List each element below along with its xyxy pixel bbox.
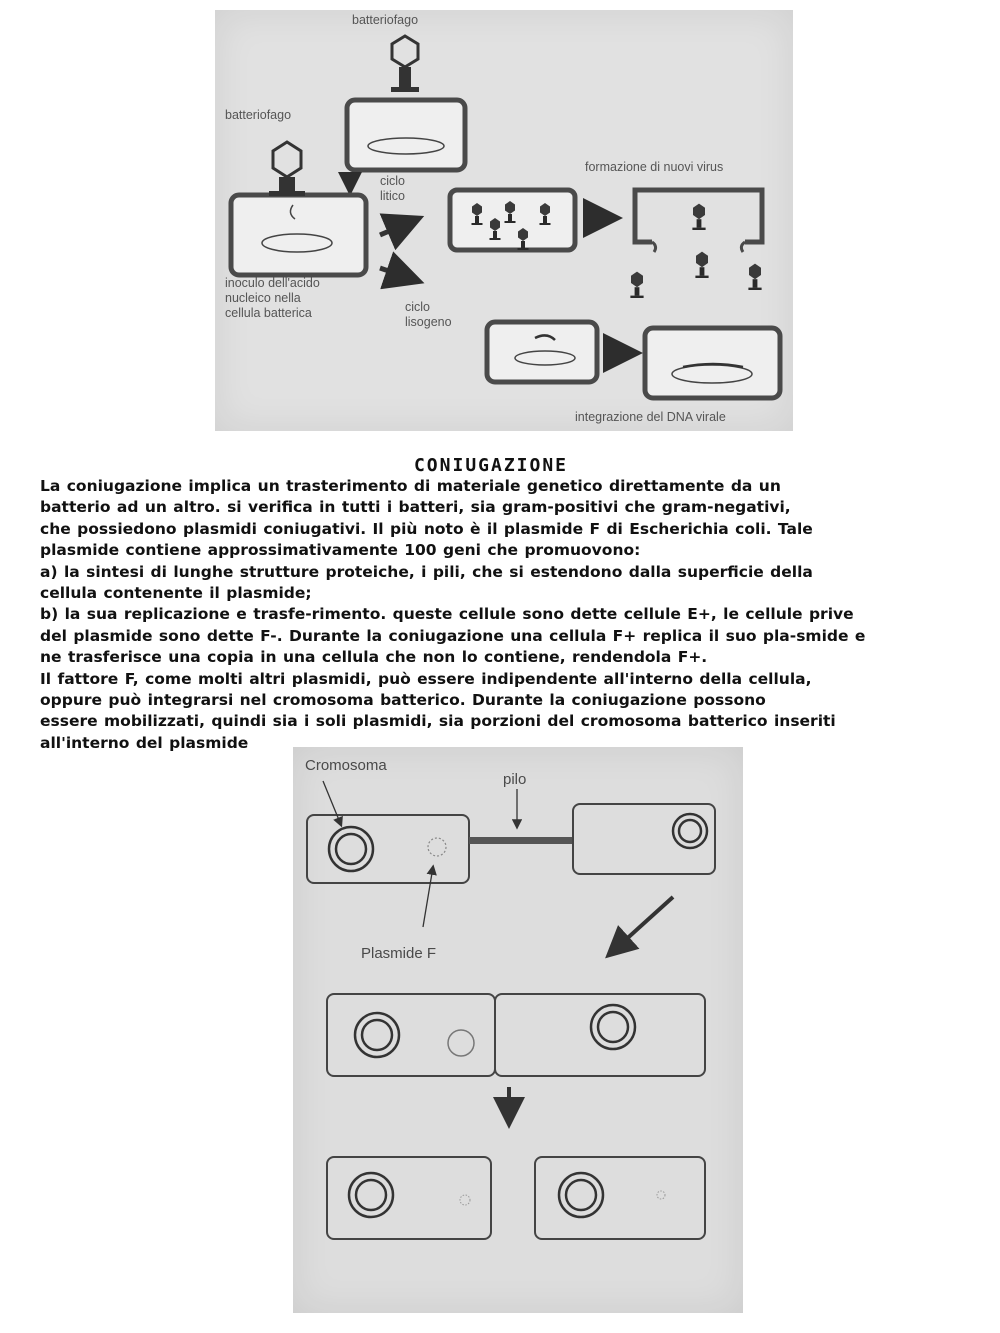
- plasmid-f: [448, 1030, 474, 1056]
- body-line: La coniugazione implica un trasterimento di materiale genetico direttamente da un: [40, 477, 781, 495]
- label-plasmid-f: Plasmide F: [361, 945, 437, 962]
- viral-cycles-diagram: [215, 10, 793, 431]
- bacterial-cell: [347, 100, 465, 170]
- section-title: CONIUGAZIONE: [413, 455, 569, 476]
- label-pilus: pilo: [503, 771, 527, 788]
- arrow-lytic: [380, 220, 415, 235]
- label-lytic-cycle: ciclo litico: [380, 174, 406, 203]
- donor-cell: [307, 815, 469, 883]
- bacterial-cell: [231, 195, 366, 275]
- f-plus-cell: [535, 1157, 705, 1239]
- lysogenic-cell: [487, 322, 597, 382]
- label-phage-left: batteriofago: [225, 108, 292, 122]
- body-line: essere mobilizzati, quindi sia i soli plasmidi, sia porzioni del cromosoma batterico inseriti: [40, 712, 836, 731]
- body-line: a) la sintesi di lunghe strutture proteiche, i pili, che si estendono dalla superficie della: [40, 562, 813, 581]
- body-line: che possiedono plasmidi coniugativi. Il più noto è il plasmide F di Escherichia coli. Tale: [40, 519, 813, 538]
- body-line: all'interno del plasmide: [40, 733, 249, 752]
- body-line: b) la sua replicazione e trasfe-rimento. queste cellule sono dette cellule E+, le cellule prive: [40, 605, 854, 624]
- body-line: ne trasferisce una copia in una cellula che non lo contiene, rendendola F+.: [40, 648, 708, 667]
- body-text: [40, 476, 985, 754]
- phage-icon: [269, 142, 305, 196]
- label-dna-integration: integrazione del DNA virale: [575, 410, 726, 424]
- conjugation-diagram: [293, 747, 743, 1313]
- label-chromosome: Cromosoma: [305, 757, 387, 774]
- body-line: cellula contenente il plasmide;: [40, 584, 312, 603]
- label-new-virus: formazione di nuovi virus: [585, 160, 724, 174]
- body-line: plasmide contiene approssimativamente 100 geni che promuovono:: [40, 541, 641, 560]
- body-line: batterio ad un altro. si verifica in tutti i batteri, sia gram-positivi che gram-negativi,: [40, 498, 791, 517]
- body-line: Il fattore F, come molti altri plasmidi, può essere indipendente all'interno della cellula,: [40, 669, 812, 688]
- figure-viral-cycles: [215, 10, 793, 431]
- phage-icon: [391, 36, 419, 92]
- label-phage-top: batteriofago: [352, 13, 419, 27]
- label-lysogenic-cycle: ciclo lisogeno: [405, 300, 452, 329]
- arrow-step: [611, 897, 673, 953]
- body-line: del plasmide sono dette F-. Durante la coniugazione una cellula F+ replica il suo pla-smide e: [40, 626, 866, 645]
- f-plus-cell: [327, 1157, 491, 1239]
- plasmid-f: [428, 838, 446, 856]
- pilus: [469, 837, 573, 844]
- figure-conjugation: [293, 747, 743, 1313]
- arrow-lysogenic: [380, 268, 415, 280]
- donor-cell: [327, 994, 495, 1076]
- body-line: oppure può integrarsi nel cromosoma batterico. Durante la coniugazione possono: [40, 691, 766, 710]
- label-inoculation: inoculo dell'acido nucleico nella cellula batterica: [225, 276, 320, 320]
- lytic-cell: [450, 190, 575, 250]
